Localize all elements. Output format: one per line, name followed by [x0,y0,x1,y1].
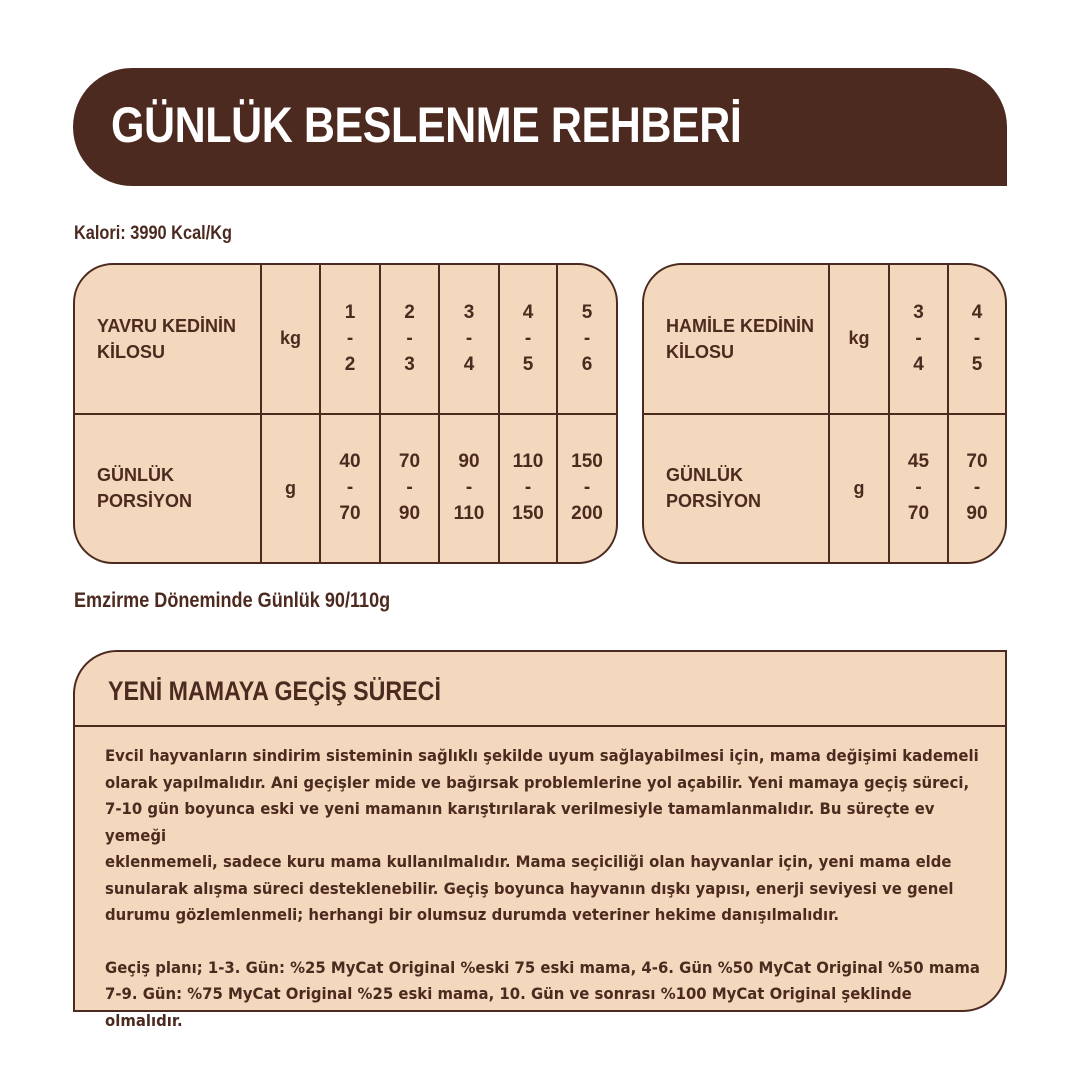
header-banner [73,68,1007,186]
pregnant-cat-feeding-table [642,263,1007,564]
transition-title: YENİ MAMAYA GEÇİŞ SÜRECİ [108,676,441,706]
pregnant-weight-row [644,265,1005,414]
portion-unit: g [261,414,320,563]
transition-body [75,727,1005,1034]
portion-range-cell: 45 - 70 [889,414,948,563]
portion-range-cell: 150 - 200 [571,451,603,525]
pregnant-weight-label: HAMİLE KEDİNİN KİLOSU [644,265,829,414]
transition-paragraph: Evcil hayvanların sindirim sisteminin sağlıklı şekilde uyum sağlayabilmesi için, mama değişimi kademeli olarak yapılmalıdır. Ani geçişler mide ve bağırsak problemlerine yol açabilir. Yeni mamaya geçiş süreci, 7-10 gün boyunca eski ve yeni mamanın karıştırılarak verilmesiyle tamamlanmalıdır. Bu süreçte ev yemeği eklenmemeli, sadece kuru mama kullanılmalıdır. Mama seçiciliği olan hayvanlar için, yeni mama elde sunularak alışma süreci desteklenebilir. Geçiş boyunca hayvanın dışkı yapısı, enerji seviyesi ve genel durumu gözlemlenmeli; herhangi bir olumsuz durumda veteriner hekime danışılmalıdır. [105,746,979,924]
portion-range-cell: 70 - 90 [966,451,988,525]
weight-unit: kg [829,265,889,414]
kitten-weight-label: YAVRU KEDİNİN KİLOSU [75,265,261,414]
portion-unit: g [829,414,889,563]
portion-range-cell: 70 - 90 [380,414,439,563]
weight-range-cell: 4 - 5 [499,265,557,414]
weight-range-cell: 5 - 6 [557,265,616,414]
weight-range-cell: 2 - 3 [380,265,439,414]
kitten-feeding-table [73,263,618,564]
portion-range-cell: 110 - 150 [499,414,557,563]
pregnant-portion-row [644,414,1005,563]
calorie-info: Kalori: 3990 Kcal/Kg [74,223,233,244]
kitten-portion-label: GÜNLÜK PORSİYON [75,414,261,563]
weight-range-cell: 1 - 2 [320,265,380,414]
portion-range-cell: 40 - 70 [320,414,380,563]
kitten-weight-row [75,265,616,414]
nursing-period-note: Emzirme Döneminde Günlük 90/110g [74,589,391,612]
transition-plan: Geçiş planı; 1-3. Gün: %25 MyCat Original %eski 75 eski mama, 4-6. Gün %50 MyCat Original %50 mama 7-9. Gün: %75 MyCat Original %25 eski mama, 10. Gün ve sonrası %100 MyCat Original şeklinde olmalıdır. [105,957,980,1030]
weight-range-cell: 4 - 5 [948,265,1005,414]
weight-range-cell: 3 - 4 [439,265,499,414]
page-title: GÜNLÜK BESLENME REHBERİ [111,97,742,153]
weight-unit: kg [261,265,320,414]
pregnant-portion-label: GÜNLÜK PORSİYON [644,414,829,563]
food-transition-panel [73,650,1007,1030]
transition-header [75,652,1005,727]
weight-range-cell: 3 - 4 [889,265,948,414]
portion-range-cell: 90 - 110 [439,414,499,563]
kitten-portion-row [75,414,616,563]
